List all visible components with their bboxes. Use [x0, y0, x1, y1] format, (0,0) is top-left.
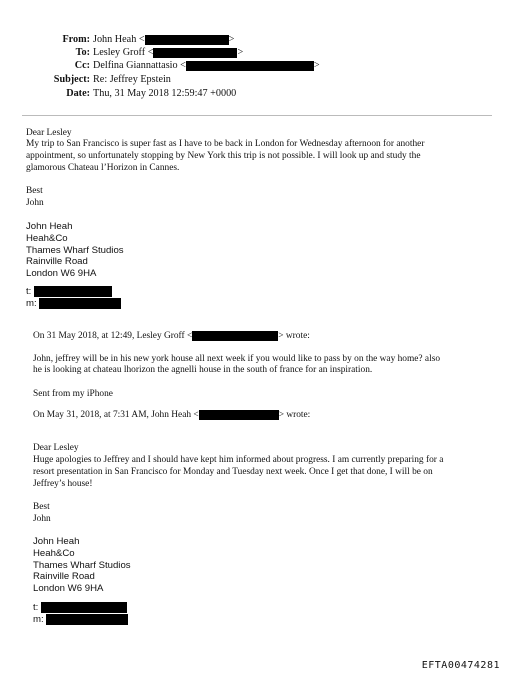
signoff: John: [33, 514, 51, 524]
sig-phone: t:: [26, 286, 112, 297]
subject-value: Re: Jeffrey Epstein: [93, 74, 171, 85]
to-value: Lesley Groff < >: [93, 47, 244, 58]
body-line: glamorous Chateau l’Horizon in Cannes.: [26, 163, 180, 173]
body-line: John, jeffrey will be in his new york house all next week if you would like to pass by on the way home? also: [33, 354, 441, 364]
redaction-bar: [192, 331, 278, 341]
from-value: John Heah < >: [93, 34, 235, 45]
body-line: resort presentation in San Francisco for Monday and Tuesday next week. Once I get that done, I will be on: [33, 467, 433, 477]
to-label: To:: [75, 47, 90, 58]
sig-company: Heah&Co: [26, 233, 68, 244]
bates-number: EFTA00474281: [421, 660, 500, 671]
sig-phone: t:: [33, 602, 127, 613]
date-label: Date:: [66, 88, 90, 99]
body-line: My trip to San Francisco is super fast as I have to be back in London for Wednesday afternoon for another: [26, 139, 425, 149]
signoff: John: [26, 198, 44, 208]
redaction-bar: [41, 602, 127, 613]
subject-label: Subject:: [53, 74, 90, 85]
cc-value: Delfina Giannattasio < >: [93, 60, 320, 71]
sig-address-line: Thames Wharf Studios: [26, 245, 124, 256]
header-divider: [22, 115, 492, 116]
redaction-bar: [46, 614, 128, 625]
redaction-bar: [145, 35, 229, 45]
sig-address-line: Rainville Road: [26, 256, 88, 267]
sig-mobile: m:: [26, 298, 121, 309]
salutation: Dear Lesley: [33, 443, 79, 453]
closing: Best: [26, 186, 43, 196]
sig-name: John Heah: [33, 536, 80, 547]
sig-address-line: Rainville Road: [33, 571, 95, 582]
redaction-bar: [39, 298, 121, 309]
quote-attribution: On 31 May 2018, at 12:49, Lesley Groff < > wrote:: [33, 331, 310, 342]
date-value: Thu, 31 May 2018 12:59:47 +0000: [93, 88, 237, 99]
redaction-bar: [153, 48, 237, 58]
sig-mobile: m:: [33, 614, 128, 625]
sent-from: Sent from my iPhone: [33, 389, 113, 399]
sig-address-line: London W6 9HA: [26, 268, 97, 279]
body-line: appointment, so unfortunately stopping by New York this trip is not possible. I will look up and study the: [26, 151, 421, 161]
redaction-bar: [186, 61, 314, 71]
redaction-bar: [199, 410, 279, 420]
body-line: Jeffrey’s house!: [33, 479, 93, 489]
from-label: From:: [62, 34, 90, 45]
quote-attribution: On May 31, 2018, at 7:31 AM, John Heah < > wrote:: [33, 410, 311, 421]
redaction-bar: [34, 286, 112, 297]
sig-address-line: London W6 9HA: [33, 583, 104, 594]
body-line: Huge apologies to Jeffrey and I should have kept him informed about progress. I am currently preparing for a: [33, 455, 444, 465]
body-line: he is looking at chateau lhorizon the agnelli house in the south of france for an inspiration.: [33, 365, 373, 375]
sig-company: Heah&Co: [33, 548, 75, 559]
salutation: Dear Lesley: [26, 128, 72, 138]
cc-label: Cc:: [74, 60, 90, 71]
sig-name: John Heah: [26, 221, 73, 232]
closing: Best: [33, 502, 50, 512]
sig-address-line: Thames Wharf Studios: [33, 560, 131, 571]
